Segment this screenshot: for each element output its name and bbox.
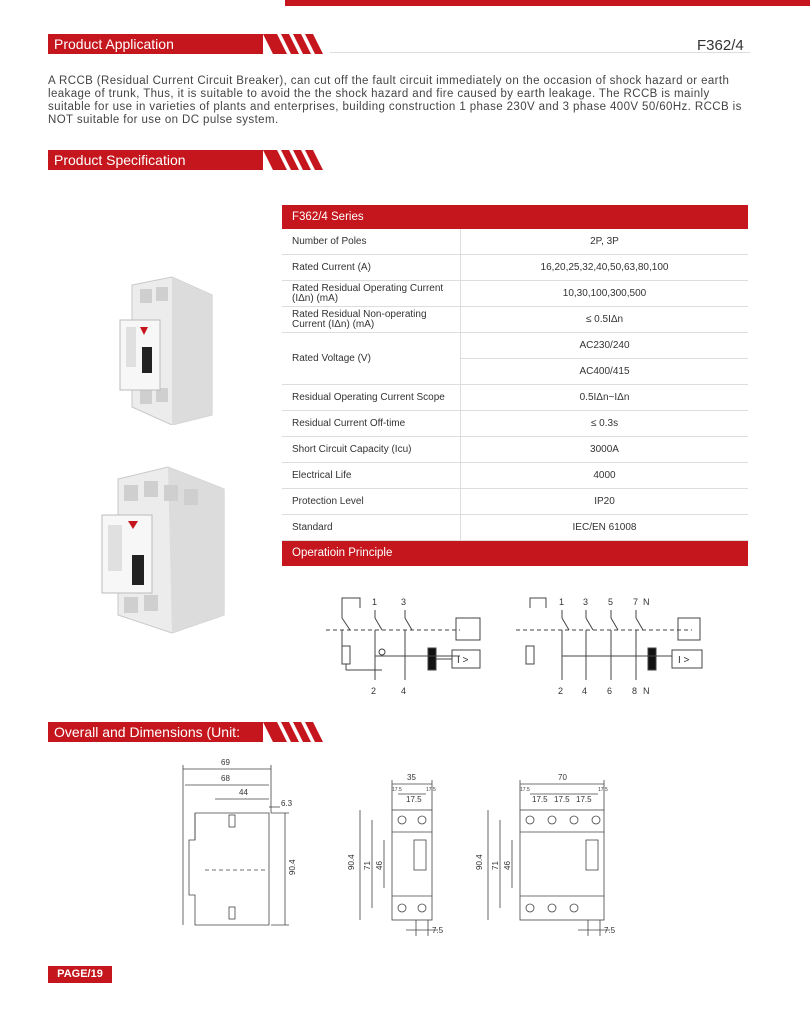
- dimension-front-2p: [340, 770, 450, 940]
- table-row: [282, 437, 748, 463]
- row-value: 4000: [461, 463, 749, 489]
- rccb-2p-product-image: [112, 275, 220, 425]
- svg-text:69: 69: [221, 758, 230, 767]
- svg-text:7.5: 7.5: [432, 926, 444, 935]
- svg-text:44: 44: [239, 788, 248, 797]
- svg-text:17.5: 17.5: [406, 795, 422, 804]
- dimension-side-view: [175, 755, 315, 940]
- terminal-label: 3: [401, 597, 407, 607]
- section-header-specification: [48, 150, 318, 172]
- row-label: Electrical Life: [282, 463, 461, 489]
- terminal-label: 3: [583, 597, 589, 607]
- row-value: 0.5IΔn~IΔn: [461, 385, 749, 411]
- terminal-label: N: [643, 597, 650, 607]
- model-number: F362/4: [697, 37, 744, 54]
- svg-text:68: 68: [221, 774, 230, 783]
- svg-text:17.5: 17.5: [426, 787, 436, 793]
- row-value: IP20: [461, 489, 749, 515]
- spec-table-header: F362/4 Series: [282, 205, 748, 229]
- section-title: Overall and Dimensions (Unit: mm): [48, 722, 263, 742]
- table-row: [282, 463, 748, 489]
- svg-text:17.5: 17.5: [576, 795, 592, 804]
- terminal-label: 7: [633, 597, 639, 607]
- svg-text:17.5: 17.5: [554, 795, 570, 804]
- section-title: Product Application: [48, 34, 263, 54]
- operation-principle-header: Operatioin Principle: [282, 541, 748, 566]
- row-label: Short Circuit Capacity (Icu): [282, 437, 461, 463]
- section-header-dimensions: [48, 722, 318, 760]
- spec-table: [282, 205, 748, 541]
- dimension-front-4p: [470, 770, 640, 940]
- row-label: Rated Voltage (V): [282, 333, 461, 385]
- terminal-label: 5: [608, 597, 614, 607]
- terminal-label: 1: [559, 597, 565, 607]
- row-label: Standard: [282, 515, 461, 541]
- row-label: Residual Current Off-time: [282, 411, 461, 437]
- table-row: [282, 281, 748, 307]
- svg-text:70: 70: [558, 773, 567, 782]
- relay-label: I >: [457, 655, 469, 666]
- table-row: [282, 411, 748, 437]
- row-value: 16,20,25,32,40,50,63,80,100: [461, 255, 749, 281]
- top-accent-bar: [285, 0, 810, 6]
- svg-text:90.4: 90.4: [475, 854, 484, 870]
- terminal-label: 2: [371, 686, 377, 696]
- table-row: [282, 385, 748, 411]
- terminal-label: 1: [372, 597, 378, 607]
- table-row: [282, 255, 748, 281]
- svg-text:17.5: 17.5: [532, 795, 548, 804]
- page-number: PAGE/19: [48, 966, 112, 983]
- terminal-label: 4: [401, 686, 407, 696]
- section-header-application: [48, 34, 318, 56]
- table-row: [282, 229, 748, 255]
- relay-label: I >: [678, 655, 690, 666]
- svg-text:6.3: 6.3: [281, 799, 293, 808]
- divider: [330, 52, 750, 53]
- row-value: AC230/240: [461, 333, 749, 359]
- table-row: [282, 489, 748, 515]
- terminal-label: 6: [607, 686, 613, 696]
- terminal-label: 8: [632, 686, 638, 696]
- section-title: Product Specification: [48, 150, 263, 170]
- row-label: Protection Level: [282, 489, 461, 515]
- svg-text:90.4: 90.4: [288, 859, 297, 875]
- row-label: Rated Current (A): [282, 255, 461, 281]
- terminal-label: 2: [558, 686, 564, 696]
- svg-text:35: 35: [407, 773, 416, 782]
- wiring-diagram-2p: [320, 590, 495, 700]
- svg-text:71: 71: [491, 861, 500, 870]
- table-row: [282, 333, 748, 359]
- rccb-4p-product-image: [98, 465, 230, 637]
- row-value: AC400/415: [461, 359, 749, 385]
- terminal-label: N: [643, 686, 650, 696]
- wiring-diagram-4p: [512, 590, 707, 700]
- stripes-decoration: [263, 722, 323, 742]
- stripes-decoration: [263, 150, 323, 170]
- row-label: Number of Poles: [282, 229, 461, 255]
- row-label: Residual Operating Current Scope: [282, 385, 461, 411]
- row-label: Rated Residual Operating Current (IΔn) (mA): [282, 281, 461, 307]
- svg-text:46: 46: [503, 861, 512, 870]
- row-value: 10,30,100,300,500: [461, 281, 749, 307]
- svg-text:17.5: 17.5: [520, 787, 530, 793]
- stripes-decoration: [263, 34, 323, 54]
- svg-text:17.5: 17.5: [392, 787, 402, 793]
- svg-text:90.4: 90.4: [347, 854, 356, 870]
- row-label: Rated Residual Non-operating Current (IΔn) (mA): [282, 307, 461, 333]
- row-value: ≤ 0.3s: [461, 411, 749, 437]
- table-row: [282, 307, 748, 333]
- svg-text:71: 71: [363, 861, 372, 870]
- row-value: 2P, 3P: [461, 229, 749, 255]
- table-row: [282, 515, 748, 541]
- row-value: IEC/EN 61008: [461, 515, 749, 541]
- row-value: 3000A: [461, 437, 749, 463]
- row-value: ≤ 0.5IΔn: [461, 307, 749, 333]
- svg-text:7.5: 7.5: [604, 926, 616, 935]
- terminal-label: 4: [582, 686, 588, 696]
- svg-text:17.5: 17.5: [598, 787, 608, 793]
- product-description: A RCCB (Residual Current Circuit Breaker), can cut off the fault circuit immediately on the occasion of shock hazard or earth leakage of trunk, Thus, it is suitable to avoid the the shock hazard and fire caused by earth leakage. The RCCB is mainly suitable for use in varieties of plants and enterprises, building construction 1 phase 230V and 3 phase 400V 50/60Hz. RCCB is NOT suitable for use on DC pulse system.: [48, 75, 742, 126]
- svg-text:46: 46: [375, 861, 384, 870]
